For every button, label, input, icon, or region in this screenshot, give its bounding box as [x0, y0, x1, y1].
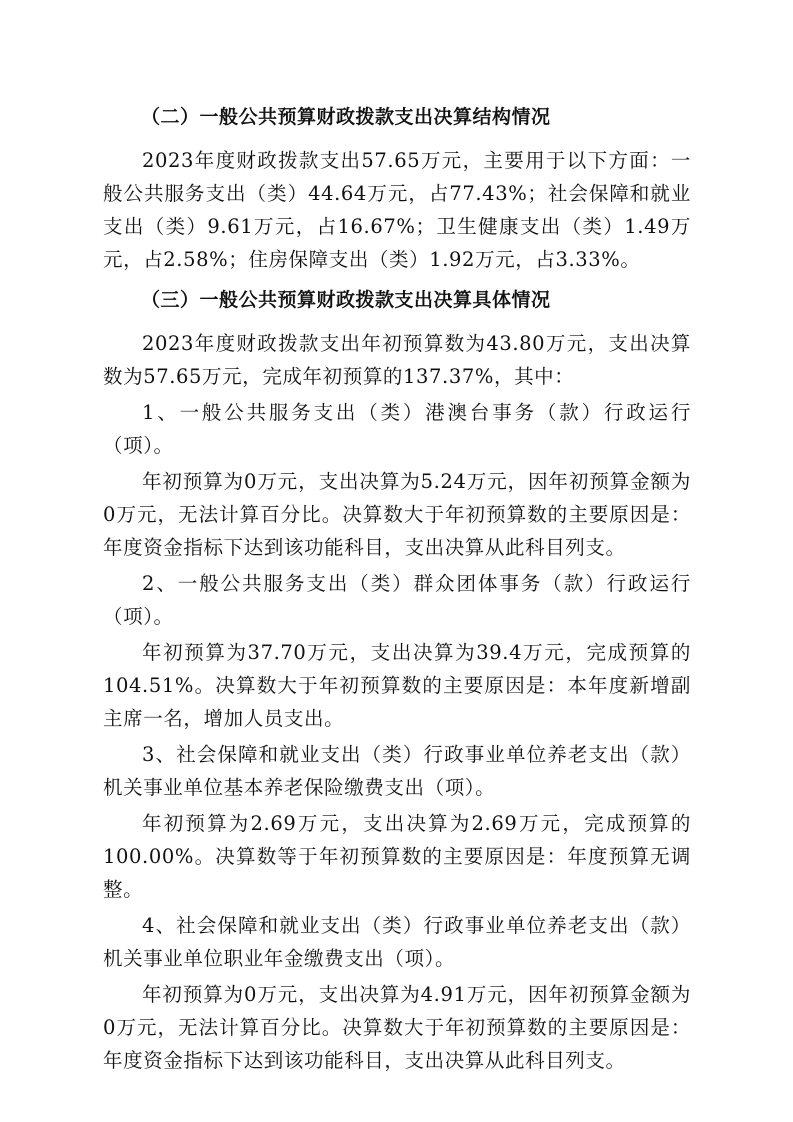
- paragraph: 年初预算为2.69万元，支出决算为2.69万元，完成预算的100.00%。决算数等于年初预算数的主要原因是：年度预算无调整。: [103, 812, 691, 901]
- paragraph: 4、社会保障和就业支出（类）行政事业单位养老支出（款）机关事业单位职业年金缴费支出（项）。: [103, 914, 691, 970]
- paragraph: 3、社会保障和就业支出（类）行政事业单位养老支出（款）机关事业单位基本养老保险缴费支出（项）。: [103, 743, 691, 799]
- section-heading-structure: （二）一般公共预算财政拨款支出决算结构情况: [141, 106, 551, 128]
- paragraph: 2023年度财政拨款支出57.65万元，主要用于以下方面：一般公共服务支出（类）44.64万元，占77.43%；社会保障和就业支出（类）9.61万元，占16.67%；卫生健康支出（类）1.49万元，占2.58%；住房保障支出（类）1.92万元，占3.33%。: [103, 149, 691, 271]
- paragraph: 1、一般公共服务支出（类）港澳台事务（款）行政运行（项）。: [103, 401, 691, 457]
- paragraph: 2023年度财政拨款支出年初预算数为43.80万元，支出决算数为57.65万元，完成年初预算的137.37%，其中：: [103, 332, 691, 388]
- paragraph: 2、一般公共服务支出（类）群众团体事务（款）行政运行（项）。: [103, 572, 691, 628]
- paragraph: 年初预算为0万元，支出决算为5.24万元，因年初预算金额为0万元，无法计算百分比。决算数大于年初预算数的主要原因是：年度资金指标下达到该功能科目，支出决算从此科目列支。: [103, 470, 691, 559]
- paragraph: 年初预算为37.70万元，支出决算为39.4万元，完成预算的104.51%。决算数大于年初预算数的主要原因是：本年度新增副主席一名，增加人员支出。: [103, 641, 691, 730]
- section-heading-details: （三）一般公共预算财政拨款支出决算具体情况: [141, 289, 551, 311]
- document-page: [103, 101, 691, 1080]
- paragraph: 年初预算为0万元，支出决算为4.91万元，因年初预算金额为0万元，无法计算百分比。决算数大于年初预算数的主要原因是：年度资金指标下达到该功能科目，支出决算从此科目列支。: [103, 983, 691, 1072]
